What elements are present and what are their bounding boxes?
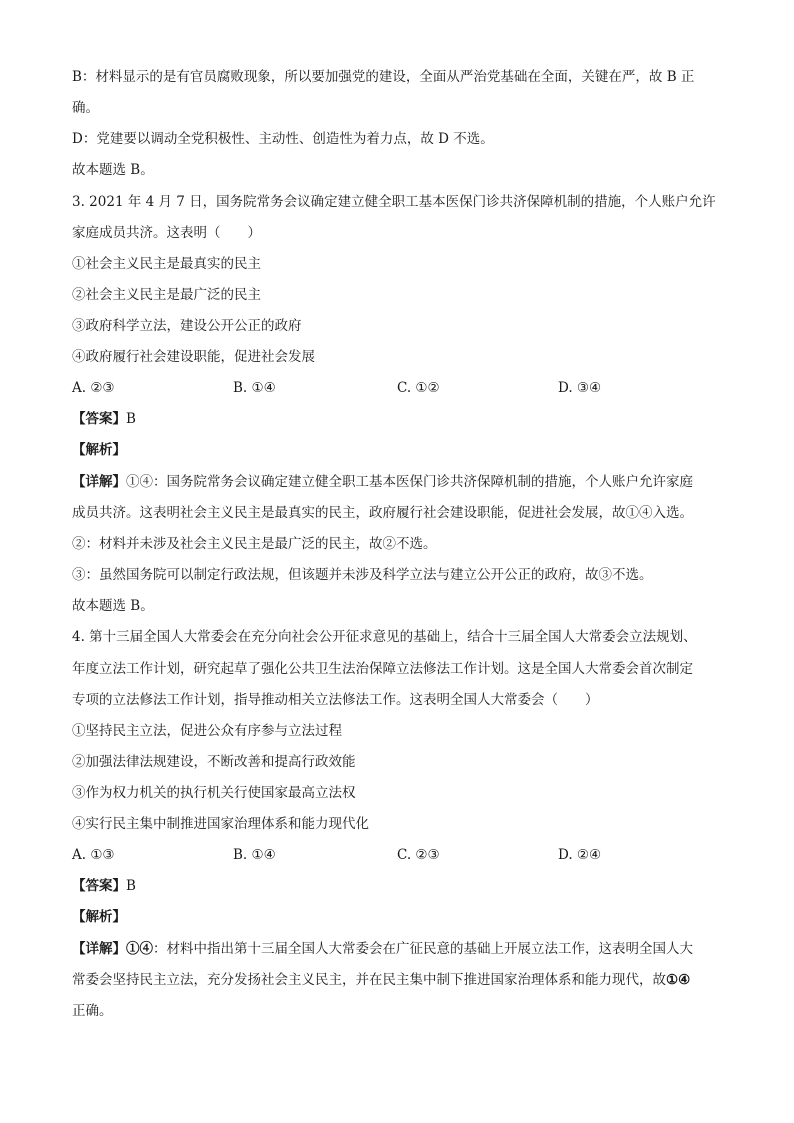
q3-answer-value: B xyxy=(126,411,136,427)
q4-options xyxy=(72,846,722,864)
q3-item-4: ④政府履行社会建设职能，促进社会发展 xyxy=(72,349,315,365)
q4-answer-value: B xyxy=(126,878,136,894)
q3-analysis-tag: 【解析】 xyxy=(72,442,126,458)
q3-detail-line1: 【详解】①④：国务院常务会议确定建立健全职工基本医保门诊共济保障机制的措施，个人账户允许家庭 xyxy=(72,474,693,490)
q4-item-1: ①坚持民主立法，促进公众有序参与立法过程 xyxy=(72,723,342,739)
q4-stem-line2: 年度立法工作计划，研究起草了强化公共卫生法治保障立法修法工作计划。这是全国人大常委会首次制定 xyxy=(72,661,693,677)
q4-option-d: D. ②④ xyxy=(558,847,602,863)
q4-answer xyxy=(72,877,136,895)
q4-option-c: C. ②③ xyxy=(397,847,440,863)
q3-answer-tag: 【答案】 xyxy=(72,411,126,427)
q3-option-c: C. ①② xyxy=(397,380,440,396)
q3-detail-tag: 【详解】 xyxy=(72,474,126,490)
q4-answer-tag: 【答案】 xyxy=(72,878,126,894)
q4-item-2: ②加强法律法规建设，不断改善和提高行政效能 xyxy=(72,754,356,770)
q4-stem-line3: 专项的立法修法工作计划，指导推动相关立法修法工作。这表明全国人大常委会（ ） xyxy=(72,692,599,708)
prev-option-d-explanation: D：党建要以调动全党积极性、主动性、创造性为着力点，故 D 不选。 xyxy=(72,131,494,147)
q4-detail-tag: 【详解】 xyxy=(72,941,126,957)
q3-item-3: ③政府科学立法，建设公开公正的政府 xyxy=(72,318,302,334)
q3-stem-line2: 家庭成员共济。这表明（ ） xyxy=(72,225,261,241)
q3-answer xyxy=(72,410,136,428)
q4-detail-line1: 【详解】①④：材料中指出第十三届全国人大常委会在广征民意的基础上开展立法工作，这表明全国人大 xyxy=(72,941,693,957)
q3-detail-line3: ②：材料并未涉及社会主义民主是最广泛的民主，故②不选。 xyxy=(72,536,437,552)
q3-option-b: B. ①④ xyxy=(233,380,276,396)
q3-option-d: D. ③④ xyxy=(558,380,602,396)
q3-item-2: ②社会主义民主是最广泛的民主 xyxy=(72,287,261,303)
q4-item-3: ③作为权力机关的执行机关行使国家最高立法权 xyxy=(72,785,356,801)
q4-detail-line2: 常委会坚持民主立法，充分发扬社会主义民主，并在民主集中制下推进国家治理体系和能力现代，故①④ xyxy=(72,972,691,988)
q4-detail-line3: 正确。 xyxy=(72,1003,113,1019)
q3-item-1: ①社会主义民主是最真实的民主 xyxy=(72,256,261,272)
q4-stem-line1: 4. 第十三届全国人大常委会在充分向社会公开征求意见的基础上，结合十三届全国人大常委会立法规划、 xyxy=(72,629,697,645)
prev-option-b-explanation-cont: 确。 xyxy=(72,100,99,116)
q4-option-a: A. ①③ xyxy=(72,847,115,863)
q3-detail-line4: ③：虽然国务院可以制定行政法规，但该题并未涉及科学立法与建立公开公正的政府，故③不选。 xyxy=(72,567,653,583)
q4-analysis-tag: 【解析】 xyxy=(72,909,126,925)
q3-options xyxy=(72,379,722,397)
q3-option-a: A. ②③ xyxy=(72,380,115,396)
prev-conclusion: 故本题选 B。 xyxy=(72,162,154,178)
q4-item-4: ④实行民主集中制推进国家治理体系和能力现代化 xyxy=(72,816,369,832)
q4-option-b: B. ①④ xyxy=(233,847,276,863)
q3-stem-line1: 3. 2021 年 4 月 7 日，国务院常务会议确定建立健全职工基本医保门诊共济保障机制的措施，个人账户允许 xyxy=(72,194,716,210)
q3-detail-line2: 成员共济。这表明社会主义民主是最真实的民主，政府履行社会建设职能，促进社会发展，故①④入选。 xyxy=(72,505,693,521)
q3-conclusion: 故本题选 B。 xyxy=(72,598,154,614)
prev-option-b-explanation: B：材料显示的是有官员腐败现象，所以要加强党的建设，全面从严治党基础在全面，关键在严，故 B 正 xyxy=(72,69,695,85)
